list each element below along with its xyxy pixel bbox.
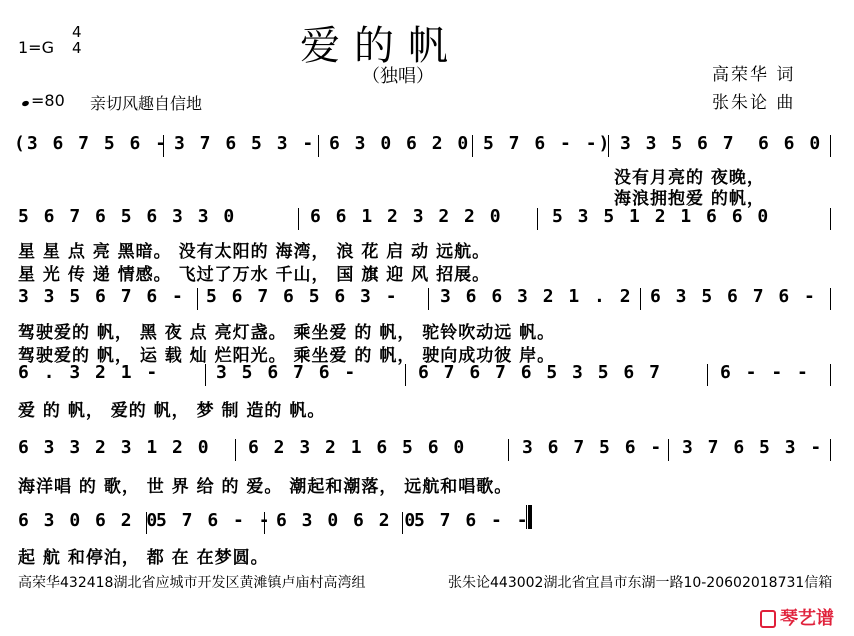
barline	[640, 288, 641, 310]
measure-notes: 3 6 7 5 6 -	[522, 437, 664, 458]
measure-notes: 6 3 0 6 2 0	[276, 510, 418, 531]
measure-notes: 3 7 6 5 3 -	[174, 133, 316, 154]
measure-notes: 3 3 5 6 7 6 -	[18, 286, 185, 307]
measure-notes: 6 7 6 7 6 5 3 5 6 7	[418, 362, 662, 383]
barline	[668, 439, 669, 461]
barline	[707, 364, 708, 386]
final-barline	[526, 505, 532, 529]
barline	[298, 208, 299, 230]
measure-notes: 3 7 6 5 3 -	[682, 437, 824, 458]
barline	[830, 288, 831, 310]
composer-credit: 张朱论 曲	[712, 93, 796, 113]
footer-right-address: 张朱论443002湖北省宜昌市东湖一路10-20602018731信箱	[448, 575, 833, 591]
barline	[830, 439, 831, 461]
barline	[508, 439, 509, 461]
measure-notes: 6 6 0	[758, 133, 823, 154]
barline	[402, 512, 403, 534]
barline	[205, 364, 206, 386]
barline	[830, 135, 831, 157]
song-subtitle: （独唱）	[362, 66, 434, 87]
barline	[830, 364, 831, 386]
site-logo	[760, 604, 834, 630]
measure-notes: 6 3 0 6 2 0	[329, 133, 471, 154]
meter-bottom: 4	[72, 39, 82, 57]
lyric-line: 海洋唱 的 歌， 世 界 给 的 爱。 潮起和潮落， 远航和唱歌。	[18, 477, 513, 497]
measure-notes: 3 6 6 3 2 1 . 2	[440, 286, 633, 307]
measure-notes: 6 6 1 2 3 2 2 0	[310, 206, 503, 227]
measure-notes: 5 7 6 - -)	[483, 133, 612, 154]
measure-notes: 6 3 0 6 2 0	[18, 510, 160, 531]
lyricist-credit: 高荣华 词	[712, 65, 796, 85]
lyric-line: 起 航 和停泊， 都 在 在梦圆。	[18, 548, 269, 568]
barline	[830, 208, 831, 230]
lyric-line: 驾驶爱的 帆， 黑 夜 点 亮灯盏。 乘坐爱 的 帆， 驼铃吹动远 帆。	[18, 323, 556, 343]
measure-notes: (3 6 7 5 6 -	[14, 133, 169, 154]
barline	[146, 512, 147, 534]
measure-notes: 5 6 7 6 5 6 3 -	[206, 286, 399, 307]
measure-notes: 5 6 7 6 5 6 3 3 0	[18, 206, 237, 227]
meter-top: 4	[72, 23, 82, 41]
song-title: 爱的帆	[300, 23, 462, 69]
barline	[318, 135, 319, 157]
measure-notes: 6 2 3 2 1 6 5 6 0	[248, 437, 467, 458]
lyric-line: 驾驶爱的 帆， 运 载 灿 烂阳光。 乘坐爱 的 帆， 驶向成功彼 岸。	[18, 346, 556, 366]
barline	[537, 208, 538, 230]
lyric-line: 星 光 传 递 情感。 飞过了万水 千山， 国 旗 迎 风 招展。	[18, 265, 491, 285]
barline	[235, 439, 236, 461]
key-signature: 1=G	[18, 38, 54, 57]
barline	[264, 512, 265, 534]
lyric-line: 爱 的 帆， 爱的 帆， 梦 制 造的 帆。	[18, 401, 326, 421]
barline	[405, 364, 406, 386]
barline	[608, 135, 609, 157]
barline	[472, 135, 473, 157]
lyric-line: 海浪拥抱爱 的帆，	[614, 189, 765, 209]
tempo-value: =80	[31, 91, 65, 110]
footer-left-address: 高荣华432418湖北省应城市开发区黄滩镇卢庙村高湾组	[18, 575, 366, 591]
quarter-note-icon	[21, 100, 29, 107]
performance-style: 亲切风趣自信地	[90, 94, 203, 113]
measure-notes: 3 5 6 7 6 -	[216, 362, 358, 383]
measure-notes: 6 - - -	[720, 362, 810, 383]
barline	[428, 288, 429, 310]
barline	[197, 288, 198, 310]
time-signature	[72, 24, 82, 56]
measure-notes: 5 7 6 - -	[414, 510, 530, 531]
measure-notes: 3 3 5 6 7	[620, 133, 736, 154]
lyric-line: 没有月亮的 夜晚，	[614, 168, 765, 188]
lyric-line: 星 星 点 亮 黑暗。 没有太阳的 海湾， 浪 花 启 动 远航。	[18, 242, 491, 262]
measure-notes: 6 3 3 2 3 1 2 0	[18, 437, 211, 458]
measure-notes: 5 7 6 - -	[156, 510, 272, 531]
tempo-marking	[22, 91, 65, 110]
measure-notes: 5 3 5 1 2 1 6 6 0	[552, 206, 771, 227]
logo-icon	[760, 610, 776, 628]
logo-text: 琴艺谱	[780, 608, 834, 629]
barline	[163, 135, 164, 157]
measure-notes: 6 3 5 6 7 6 -	[650, 286, 817, 307]
measure-notes: 6 . 3 2 1 -	[18, 362, 160, 383]
